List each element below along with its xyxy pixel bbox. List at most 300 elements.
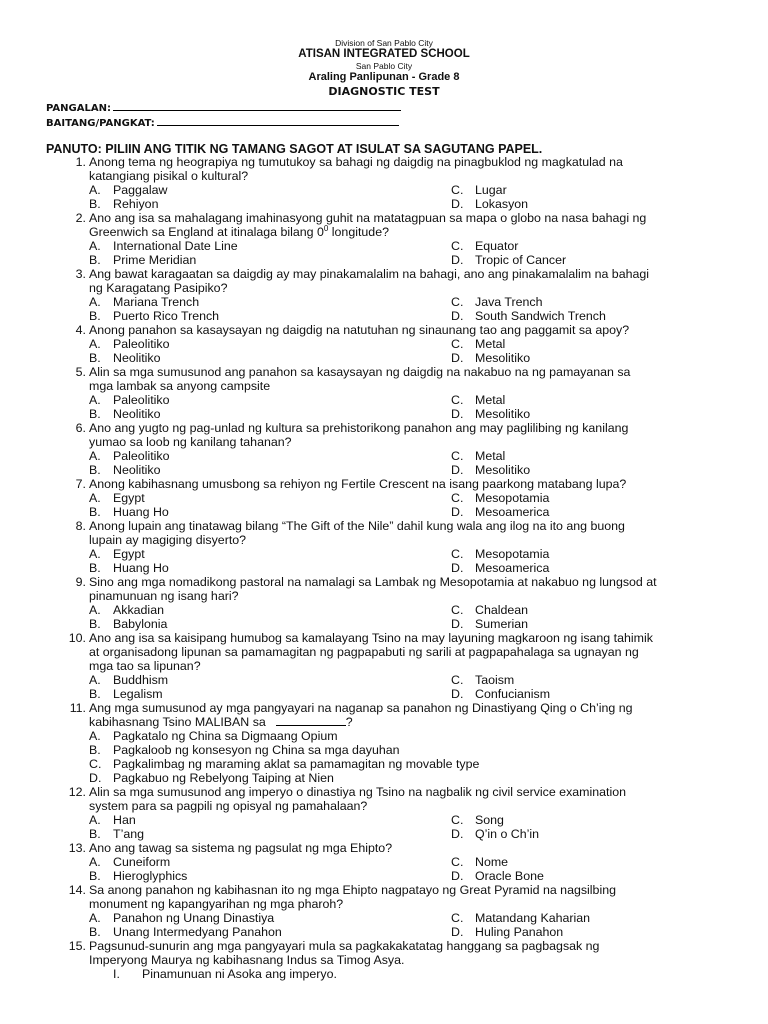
option-row xyxy=(66,603,726,617)
option-row xyxy=(66,309,726,323)
stem-text: Anong tema ng heograpiya ng tumutukoy sa bahagi ng daigdig na pinagbuklod ng magkatulad na xyxy=(89,155,623,169)
option-text: Prime Meridian xyxy=(113,253,197,267)
option-text: Pagkatalo ng China sa Digmaang Opium xyxy=(113,729,338,743)
option-d[interactable] xyxy=(451,407,530,421)
option-letter: D. xyxy=(451,687,464,701)
option-b[interactable] xyxy=(89,505,169,519)
option-letter: A. xyxy=(89,337,101,351)
stem-text: Greenwich sa England at itinalaga bilang 0 xyxy=(89,225,324,239)
option-a[interactable] xyxy=(89,911,274,925)
option-letter: A. xyxy=(89,673,101,687)
degree-superscript: 0 xyxy=(323,223,329,233)
stem-text: mga lambak sa anyong campsite xyxy=(89,379,271,393)
option-text: Han xyxy=(113,813,136,827)
option-letter: B. xyxy=(89,925,101,939)
option-c[interactable] xyxy=(451,547,549,561)
question-9 xyxy=(66,575,726,631)
option-text: Metal xyxy=(475,449,506,463)
option-c[interactable] xyxy=(451,239,518,253)
option-text: Lokasyon xyxy=(475,197,529,211)
option-letter: C. xyxy=(451,239,464,253)
school-name: ATISAN INTEGRATED SCHOOL xyxy=(298,48,470,60)
question-number: 1. xyxy=(75,155,86,169)
option-row xyxy=(66,547,726,561)
name-line[interactable] xyxy=(113,101,401,111)
answer-blank xyxy=(276,715,346,726)
option-row xyxy=(66,337,726,351)
option-a[interactable] xyxy=(89,239,238,253)
stem-text: Anong kabihasnang umusbong sa rehiyon ng Fertile Crescent na isang paarkong matabang lupa? xyxy=(89,477,627,491)
option-a[interactable] xyxy=(89,547,145,561)
option-c[interactable] xyxy=(451,603,528,617)
option-a[interactable] xyxy=(66,729,726,743)
option-text: Legalism xyxy=(113,687,163,701)
section-line[interactable] xyxy=(157,116,399,126)
option-text: Equator xyxy=(475,239,519,253)
option-letter: D. xyxy=(451,505,464,519)
student-fields xyxy=(46,101,401,131)
option-letter: A. xyxy=(89,295,101,309)
option-text: Mesolitiko xyxy=(475,407,531,421)
instructions: PANUTO: PILIIN ANG TITIK NG TAMANG SAGOT AT ISULAT SA SAGUTANG PAPEL. xyxy=(46,142,543,156)
option-text: Pagkabuo ng Rebelyong Taiping at Nien xyxy=(113,771,334,785)
option-row xyxy=(66,239,726,253)
question-1 xyxy=(66,155,726,211)
option-row xyxy=(66,827,726,841)
question-8 xyxy=(66,519,726,575)
question-number: 10. xyxy=(68,631,86,645)
option-b[interactable] xyxy=(89,687,163,701)
option-row xyxy=(66,197,726,211)
option-b[interactable] xyxy=(89,407,161,421)
question-stem-line xyxy=(66,645,726,659)
option-text: Song xyxy=(475,813,504,827)
option-text: Metal xyxy=(475,337,506,351)
stem-text: Pagsunud-sunurin ang mga pangyayari mula sa pagkakakatatag hanggang sa pagbagsak ng xyxy=(89,939,600,953)
option-letter: C. xyxy=(451,183,464,197)
option-d[interactable] xyxy=(451,869,544,883)
option-d[interactable] xyxy=(451,505,549,519)
option-letter: B. xyxy=(89,617,101,631)
option-letter: D. xyxy=(451,309,464,323)
option-text: Metal xyxy=(475,393,506,407)
option-letter: B. xyxy=(89,687,101,701)
division-name: Division of San Pablo City xyxy=(335,38,433,48)
subject-title: Araling Panlipunan - Grade 8 xyxy=(308,71,460,83)
option-b[interactable] xyxy=(89,827,144,841)
question-10 xyxy=(66,631,726,701)
option-letter: D. xyxy=(451,925,464,939)
option-a[interactable] xyxy=(89,491,145,505)
option-text: Panahon ng Unang Dinastiya xyxy=(113,911,275,925)
option-letter: A. xyxy=(89,449,101,463)
option-text: Egypt xyxy=(113,491,145,505)
option-a[interactable] xyxy=(89,813,136,827)
stem-text: Ang bawat karagaatan sa daigdig ay may pinakamalalim na bahagi, ano ang pinakamalalim na bahagi xyxy=(89,267,650,281)
question-stem-line xyxy=(66,897,726,911)
option-c[interactable] xyxy=(451,449,505,463)
option-row xyxy=(66,617,726,631)
option-row xyxy=(66,911,726,925)
sequence-text: Pinamunuan ni Asoka ang imperyo. xyxy=(142,967,337,981)
option-row xyxy=(66,491,726,505)
option-d[interactable] xyxy=(451,197,528,211)
option-b[interactable] xyxy=(89,351,161,365)
question-stem-line xyxy=(66,225,726,239)
option-text: Sumerian xyxy=(475,617,529,631)
question-stem-line xyxy=(66,701,726,715)
option-letter: D. xyxy=(451,351,464,365)
option-text: Tropic of Cancer xyxy=(475,253,567,267)
sequence-item xyxy=(66,967,726,981)
stem-text: Ano ang isa sa mahalagang imahinasyong guhit na matatagpuan sa mapa o globo na nasa bahagi ng xyxy=(89,211,647,225)
question-15 xyxy=(66,939,726,981)
question-3 xyxy=(66,267,726,323)
stem-text: Ano ang yugto ng pag-unlad ng kultura sa prehistorikong panahon ang may paglilibing ng kanilang xyxy=(89,421,629,435)
option-d[interactable] xyxy=(66,771,726,785)
question-stem-line xyxy=(66,281,726,295)
option-letter: C. xyxy=(451,295,464,309)
option-row xyxy=(66,855,726,869)
option-text: Egypt xyxy=(113,547,145,561)
option-row xyxy=(66,351,726,365)
option-text: Q’in o Ch’in xyxy=(475,827,540,841)
option-row xyxy=(66,813,726,827)
question-4 xyxy=(66,323,726,365)
option-a[interactable] xyxy=(89,855,170,869)
option-row xyxy=(66,407,726,421)
option-letter: D. xyxy=(451,869,464,883)
option-b[interactable] xyxy=(89,309,219,323)
question-stem-line xyxy=(66,589,726,603)
option-letter: B. xyxy=(89,743,101,757)
option-letter: C. xyxy=(451,449,464,463)
option-letter: C. xyxy=(451,603,464,617)
option-b[interactable] xyxy=(89,869,187,883)
option-a[interactable] xyxy=(89,393,169,407)
option-text: Huling Panahon xyxy=(475,925,564,939)
stem-text: kabihasnang Tsino MALIBAN sa xyxy=(89,715,266,729)
question-12 xyxy=(66,785,726,841)
question-stem-line xyxy=(66,659,726,673)
question-stem-line xyxy=(66,477,726,491)
option-text: International Date Line xyxy=(113,239,238,253)
question-stem-line xyxy=(66,421,726,435)
option-text: South Sandwich Trench xyxy=(475,309,606,323)
option-a[interactable] xyxy=(89,337,169,351)
option-row xyxy=(66,505,726,519)
stem-text: monument ng kapangyarihan ng mga pharoh? xyxy=(89,897,344,911)
question-5 xyxy=(66,365,726,421)
option-b[interactable] xyxy=(89,197,158,211)
option-d[interactable] xyxy=(451,827,539,841)
option-text: Akkadian xyxy=(113,603,164,617)
option-row xyxy=(66,183,726,197)
stem-text: yumao sa loob ng kanilang tahanan? xyxy=(89,435,292,449)
question-6 xyxy=(66,421,726,477)
option-c[interactable] xyxy=(451,183,507,197)
option-d[interactable] xyxy=(451,253,566,267)
stem-text: Sa anong panahon ng kabihasnan ito ng mga Ehipto nagpatayo ng Great Pyramid na nagsilbing xyxy=(89,883,616,897)
question-stem-line xyxy=(66,799,726,813)
option-letter: C. xyxy=(451,855,464,869)
option-row xyxy=(66,869,726,883)
option-letter: C. xyxy=(89,757,102,771)
stem-text: katangiang pisikal o kultural? xyxy=(89,169,249,183)
option-d[interactable] xyxy=(451,351,530,365)
question-stem-line xyxy=(66,267,726,281)
option-letter: A. xyxy=(89,603,101,617)
option-text: Pagkalimbag ng maraming aklat sa pamamagitan ng movable type xyxy=(113,757,480,771)
option-a[interactable] xyxy=(89,603,164,617)
option-text: Lugar xyxy=(475,183,507,197)
option-text: Mesolitiko xyxy=(475,463,531,477)
option-c[interactable] xyxy=(451,813,504,827)
question-stem-line xyxy=(66,939,726,953)
question-number: 4. xyxy=(75,323,86,337)
option-text: Neolitiko xyxy=(113,351,161,365)
option-text: Paleolitiko xyxy=(113,337,170,351)
option-text: Chaldean xyxy=(475,603,529,617)
stem-text: ng Karagatang Pasipiko? xyxy=(89,281,228,295)
option-d[interactable] xyxy=(451,687,550,701)
option-d[interactable] xyxy=(451,617,528,631)
option-letter: D. xyxy=(451,197,464,211)
option-text: Taoism xyxy=(475,673,515,687)
option-letter: A. xyxy=(89,813,101,827)
question-number: 14. xyxy=(68,883,86,897)
question-stem-line xyxy=(66,631,726,645)
option-c[interactable] xyxy=(451,393,505,407)
question-number: 13. xyxy=(68,841,86,855)
option-d[interactable] xyxy=(451,561,549,575)
question-stem-line xyxy=(66,379,726,393)
option-c[interactable] xyxy=(451,855,508,869)
stem-text: Anong lupain ang tinatawag bilang “The Gift of the Nile” dahil kung wala ang ilog na ito ang buong xyxy=(89,519,625,533)
option-letter: B. xyxy=(89,827,101,841)
option-text: Nome xyxy=(475,855,509,869)
option-letter: A. xyxy=(89,491,101,505)
stem-text: Ang mga sumusunod ay mga pangyayari na naganap sa panahon ng Dinastiyang Qing o Ch’ing ng xyxy=(89,701,633,715)
option-letter: B. xyxy=(89,869,101,883)
question-2 xyxy=(66,211,726,267)
section-field[interactable] xyxy=(46,116,401,131)
option-c[interactable] xyxy=(451,911,590,925)
option-letter: B. xyxy=(89,407,101,421)
option-a[interactable] xyxy=(89,449,169,463)
question-number: 11. xyxy=(69,701,86,715)
option-row xyxy=(66,687,726,701)
option-letter: D. xyxy=(451,561,464,575)
option-c[interactable] xyxy=(451,295,543,309)
stem-text: at organisadong lipunan sa pamamagitan ng pagpapabuti ng sarili at pagpapahalaga sa ugnayan ng xyxy=(89,645,639,659)
question-number: 15. xyxy=(68,939,86,953)
option-b[interactable] xyxy=(89,617,167,631)
option-b[interactable] xyxy=(89,463,161,477)
option-text: Huang Ho xyxy=(113,505,169,519)
option-letter: C. xyxy=(451,491,464,505)
stem-text: lupain ay magiging disyerto? xyxy=(89,533,247,547)
name-label: PANGALAN: xyxy=(46,103,111,114)
question-stem-line xyxy=(66,953,726,967)
option-text: Neolitiko xyxy=(113,407,161,421)
stem-text: system para sa pagpili ng opisyal ng pamahalaan? xyxy=(89,799,368,813)
option-text: Huang Ho xyxy=(113,561,169,575)
option-letter: B. xyxy=(89,351,101,365)
question-number: 6. xyxy=(75,421,86,435)
option-letter: A. xyxy=(89,393,101,407)
question-stem-line xyxy=(66,883,726,897)
option-letter: C. xyxy=(451,911,464,925)
option-letter: B. xyxy=(89,505,101,519)
option-letter: D. xyxy=(451,407,464,421)
option-text: Pagkaloob ng konsesyon ng China sa mga dayuhan xyxy=(113,743,400,757)
option-c[interactable] xyxy=(451,491,549,505)
question-stem-line xyxy=(66,841,726,855)
option-letter: B. xyxy=(89,253,101,267)
stem-text: Anong panahon sa kasaysayan ng daigdig na natutuhan ng sinaunang tao ang paggamit sa apoy? xyxy=(89,323,630,337)
question-stem-line xyxy=(66,533,726,547)
option-letter: D. xyxy=(451,463,464,477)
option-text: Neolitiko xyxy=(113,463,161,477)
option-d[interactable] xyxy=(451,925,563,939)
option-d[interactable] xyxy=(451,463,530,477)
option-text: Puerto Rico Trench xyxy=(113,309,220,323)
section-label: BAITANG/PANGKAT: xyxy=(46,118,155,129)
option-letter: C. xyxy=(451,393,464,407)
option-text: Mesopotamia xyxy=(475,547,550,561)
stem-text: longitude? xyxy=(328,225,389,239)
option-text: Mesoamerica xyxy=(475,505,550,519)
option-text: Mesopotamia xyxy=(475,491,550,505)
option-text: Hieroglyphics xyxy=(113,869,188,883)
option-letter: D. xyxy=(451,253,464,267)
option-text: Mariana Trench xyxy=(113,295,200,309)
option-text: Cuneiform xyxy=(113,855,171,869)
option-letter: A. xyxy=(89,239,101,253)
question-stem-line xyxy=(66,169,726,183)
option-text: Babylonia xyxy=(113,617,168,631)
option-a[interactable] xyxy=(89,673,168,687)
name-field[interactable] xyxy=(46,101,401,116)
option-letter: C. xyxy=(451,673,464,687)
option-letter: C. xyxy=(451,547,464,561)
option-row xyxy=(66,253,726,267)
stem-text: Alin sa mga sumusunod ang imperyo o dinastiya ng Tsino na nagbalik ng civil service examination xyxy=(89,785,626,799)
option-row xyxy=(66,393,726,407)
question-number: 5. xyxy=(75,365,86,379)
option-c[interactable] xyxy=(451,673,514,687)
question-13 xyxy=(66,841,726,883)
option-text: Oracle Bone xyxy=(475,869,544,883)
option-row xyxy=(66,449,726,463)
option-letter: A. xyxy=(89,729,101,743)
option-text: Confucianism xyxy=(475,687,551,701)
question-number: 8. xyxy=(75,519,86,533)
option-text: Matandang Kaharian xyxy=(475,911,591,925)
option-letter: D. xyxy=(451,617,464,631)
stem-text: Imperyong Maurya ng kabihasnang Indus sa Timog Asya. xyxy=(89,953,405,967)
question-stem-line xyxy=(66,575,726,589)
question-number: 2. xyxy=(75,211,86,225)
option-letter: B. xyxy=(89,463,101,477)
option-a[interactable] xyxy=(89,183,167,197)
stem-text: Ano ang isa sa kaisipang humubog sa kamalayang Tsino na may layuning magkaroon ng isang tahimik xyxy=(89,631,653,645)
option-b[interactable] xyxy=(89,253,196,267)
option-text: Java Trench xyxy=(475,295,543,309)
test-title: DIAGNOSTIC TEST xyxy=(328,85,440,98)
option-text: Mesolitiko xyxy=(475,351,531,365)
option-letter: D. xyxy=(89,771,102,785)
option-text: Buddhism xyxy=(113,673,169,687)
question-stem-line xyxy=(66,323,726,337)
option-text: Mesoamerica xyxy=(475,561,550,575)
option-row xyxy=(66,673,726,687)
question-list xyxy=(66,155,726,981)
stem-text: Sino ang mga nomadikong pastoral na namalagi sa Lambak ng Mesopotamia at nakabuo ng lungsod at xyxy=(89,575,657,589)
option-text: Paleolitiko xyxy=(113,449,170,463)
question-7 xyxy=(66,477,726,519)
option-text: T’ang xyxy=(113,827,144,841)
question-stem-line xyxy=(66,715,726,729)
option-text: Unang Intermedyang Panahon xyxy=(113,925,282,939)
question-number: 9. xyxy=(75,575,86,589)
option-row xyxy=(66,925,726,939)
option-letter: B. xyxy=(89,197,101,211)
option-b[interactable] xyxy=(89,561,169,575)
question-stem-line xyxy=(66,435,726,449)
option-letter: D. xyxy=(451,827,464,841)
option-row xyxy=(66,295,726,309)
option-text: Paggalaw xyxy=(113,183,168,197)
option-letter: C. xyxy=(451,813,464,827)
question-stem-line xyxy=(66,519,726,533)
option-letter: B. xyxy=(89,309,101,323)
option-c[interactable] xyxy=(451,337,505,351)
question-stem-line xyxy=(66,211,726,225)
option-letter: B. xyxy=(89,561,101,575)
question-14 xyxy=(66,883,726,939)
roman-numeral: I. xyxy=(113,967,120,981)
question-stem-line xyxy=(66,155,726,169)
option-b[interactable] xyxy=(66,743,726,757)
option-letter: A. xyxy=(89,911,101,925)
school-city: San Pablo City xyxy=(355,61,413,71)
question-number: 12. xyxy=(68,785,86,799)
question-stem-line xyxy=(66,785,726,799)
question-stem-line xyxy=(66,365,726,379)
option-text: Rehiyon xyxy=(113,197,159,211)
option-text: Paleolitiko xyxy=(113,393,170,407)
question-number: 3. xyxy=(75,267,86,281)
option-letter: A. xyxy=(89,547,101,561)
stem-text: ? xyxy=(345,715,353,729)
stem-text: pinamunuan ng isang hari? xyxy=(89,589,239,603)
option-letter: C. xyxy=(451,337,464,351)
option-c[interactable] xyxy=(66,757,726,771)
question-11 xyxy=(66,701,726,785)
option-b[interactable] xyxy=(89,925,282,939)
stem-text: Alin sa mga sumusunod ang panahon sa kasaysayan ng daigdig na nakabuo na ng pamayanan sa xyxy=(89,365,631,379)
option-row xyxy=(66,463,726,477)
option-d[interactable] xyxy=(451,309,606,323)
option-letter: A. xyxy=(89,183,101,197)
question-number: 7. xyxy=(75,477,86,491)
option-letter: A. xyxy=(89,855,101,869)
option-a[interactable] xyxy=(89,295,199,309)
stem-text: mga tao sa lipunan? xyxy=(89,659,201,673)
option-row xyxy=(66,561,726,575)
